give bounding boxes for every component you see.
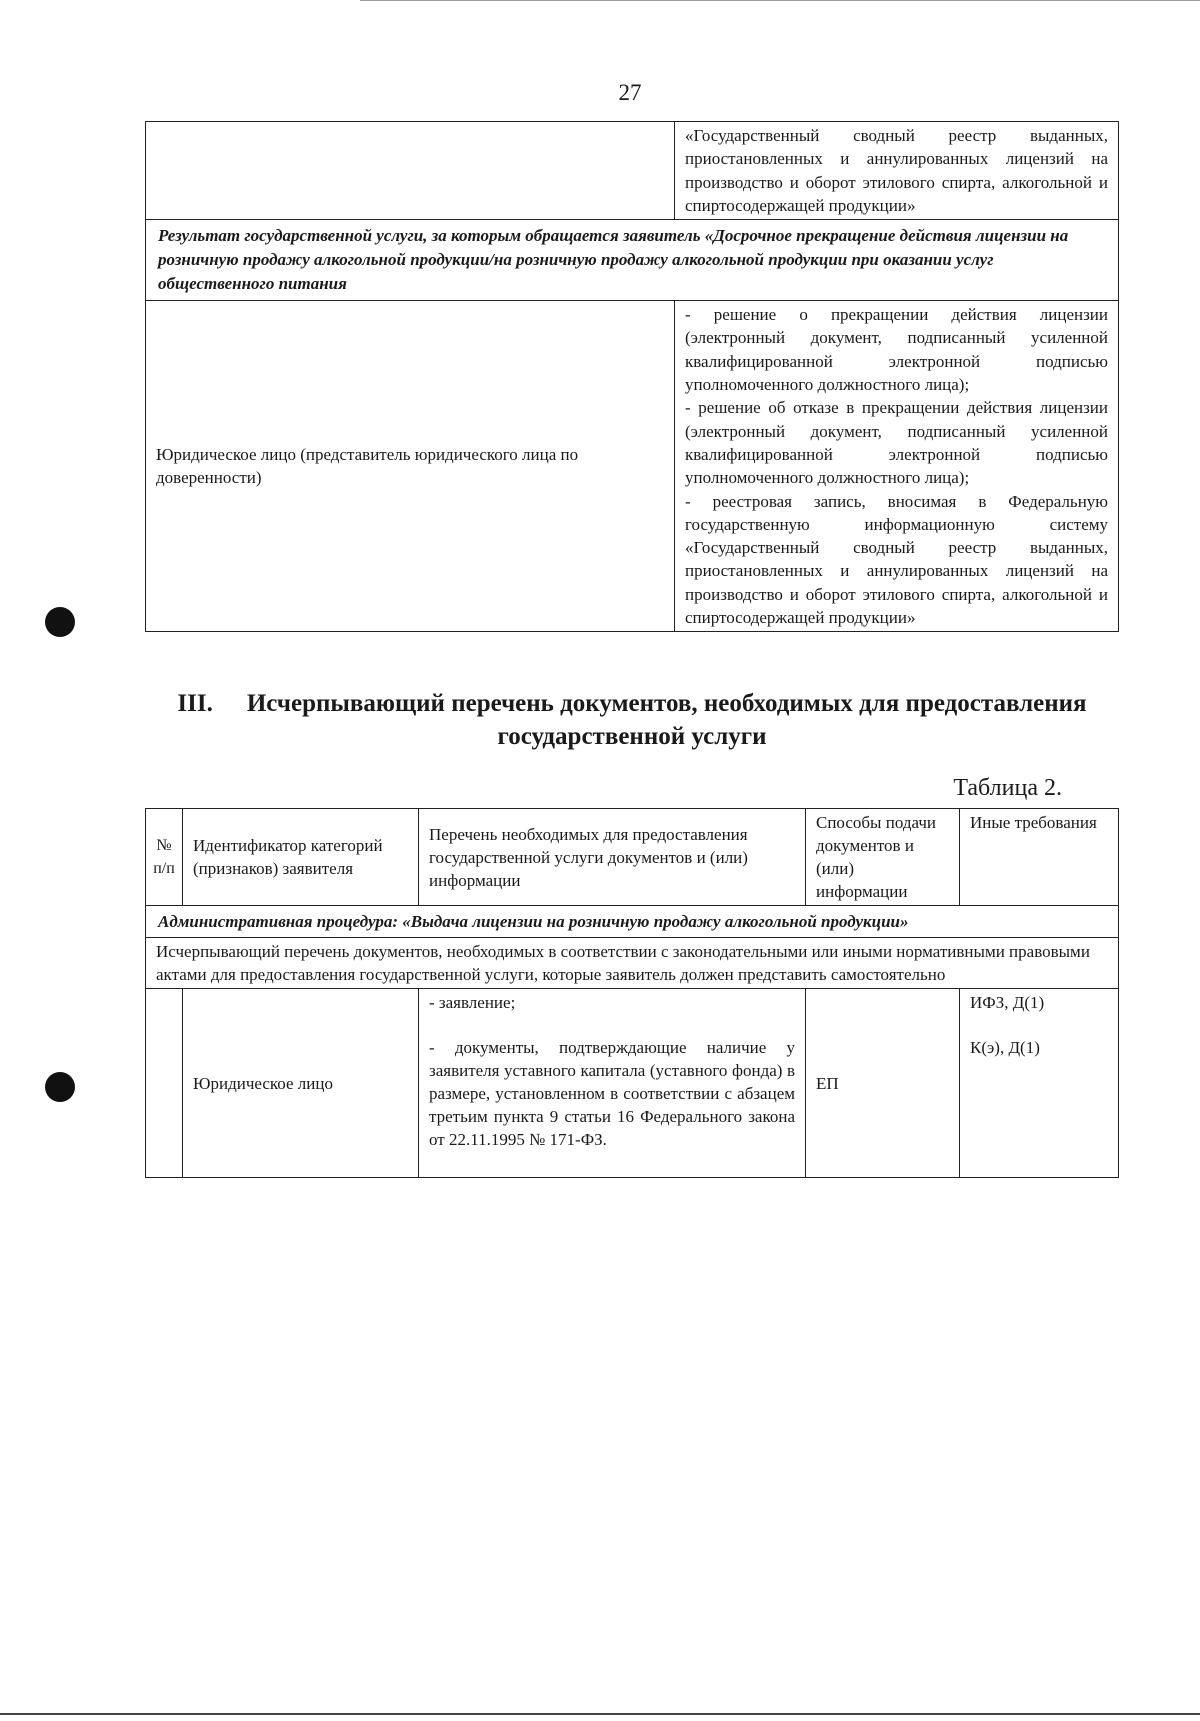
document-item: - документы, подтверждающие наличие у заявителя уставного капитала (уставного фонда) в размере, установленном в соответствии с абзацем третьим пункта 9 статьи 16 Федерального закона от 22.11.1995 № 171-ФЗ. xyxy=(429,1038,795,1149)
table-header-row xyxy=(146,809,1119,906)
page-number: 27 xyxy=(618,80,642,105)
row-number xyxy=(146,989,183,1178)
spacer xyxy=(970,1014,1108,1036)
header-applicant: Идентификатор категорий (признаков) заявителя xyxy=(183,809,419,906)
exhaustive-list-row: Исчерпывающий перечень документов, необходимых в соответствии с законодательными или иными нормативными правовыми актами для предоставления государственной услуги, которые заявитель должен представить самостоятельно xyxy=(146,938,1119,989)
header-methods: Способы подачи документов и (или) информации xyxy=(806,809,960,906)
result-item: - реестровая запись, вносимая в Федеральную государственную информационную систему «Государственный сводный реестр выданных, приостановленных и аннулированных лицензий на производство и оборот этилового спирта, алкогольной и спиртосодержащей продукции» xyxy=(685,491,1108,628)
result-item: - решение о прекращении действия лицензии (электронный документ, подписанный усиленной квалифицированной электронной подписью уполномоченного должностного лица); xyxy=(685,305,1108,395)
bottom-edge-line xyxy=(0,1713,1200,1715)
row-applicant: Юридическое лицо xyxy=(183,989,419,1178)
results-cell xyxy=(675,301,1119,632)
row-method: ЕП xyxy=(806,989,960,1178)
result-row: Результат государственной услуги, за которым обращается заявитель «Досрочное прекращение действия лицензии на розничную продажу алкогольной продукции/на розничную продажу алкогольной продукции при оказании услуг общественного питания xyxy=(146,220,1119,301)
section-number: III. xyxy=(177,690,213,717)
header-documents: Перечень необходимых для предоставления государственной услуги документов и (или) информации xyxy=(419,809,806,906)
spacer xyxy=(429,1014,795,1036)
documents-table xyxy=(145,808,1119,1178)
punch-hole-icon xyxy=(45,1072,75,1102)
table-caption: Таблица 2. xyxy=(953,775,1062,801)
procedure-row: Административная процедура: «Выдача лицензии на розничную продажу алкогольной продукции» xyxy=(146,906,1119,938)
applicant-cell: Юридическое лицо (представитель юридического лица по доверенности) xyxy=(146,301,675,632)
result-item: - решение об отказе в прекращении действия лицензии (электронный документ, подписанный усиленной квалифицированной электронной подписью уполномоченного должностного лица); xyxy=(685,398,1108,488)
table-row xyxy=(146,122,1119,220)
table-row xyxy=(146,989,1119,1178)
top-edge-line xyxy=(360,0,1200,1)
requirement-item: ИФЗ, Д(1) xyxy=(970,993,1045,1012)
table-row xyxy=(146,301,1119,632)
table-row xyxy=(146,938,1119,989)
results-table xyxy=(145,121,1119,632)
document-item: - заявление; xyxy=(429,993,516,1012)
header-number: № п/п xyxy=(146,809,183,906)
section-heading xyxy=(145,687,1119,753)
registry-name-cell: «Государственный сводный реестр выданных, приостановленных и аннулированных лицензий на производство и оборот этилового спирта, алкогольной и спиртосодержащей продукции» xyxy=(675,122,1119,220)
requirement-item: К(э), Д(1) xyxy=(970,1038,1040,1057)
table-row xyxy=(146,906,1119,938)
punch-hole-icon xyxy=(45,607,75,637)
row-documents xyxy=(419,989,806,1178)
empty-cell xyxy=(146,122,675,220)
row-requirements xyxy=(960,989,1119,1178)
section-title: Исчерпывающий перечень документов, необходимых для предоставления государственной услуги xyxy=(246,690,1087,750)
table-row xyxy=(146,220,1119,301)
header-requirements: Иные требования xyxy=(960,809,1119,906)
